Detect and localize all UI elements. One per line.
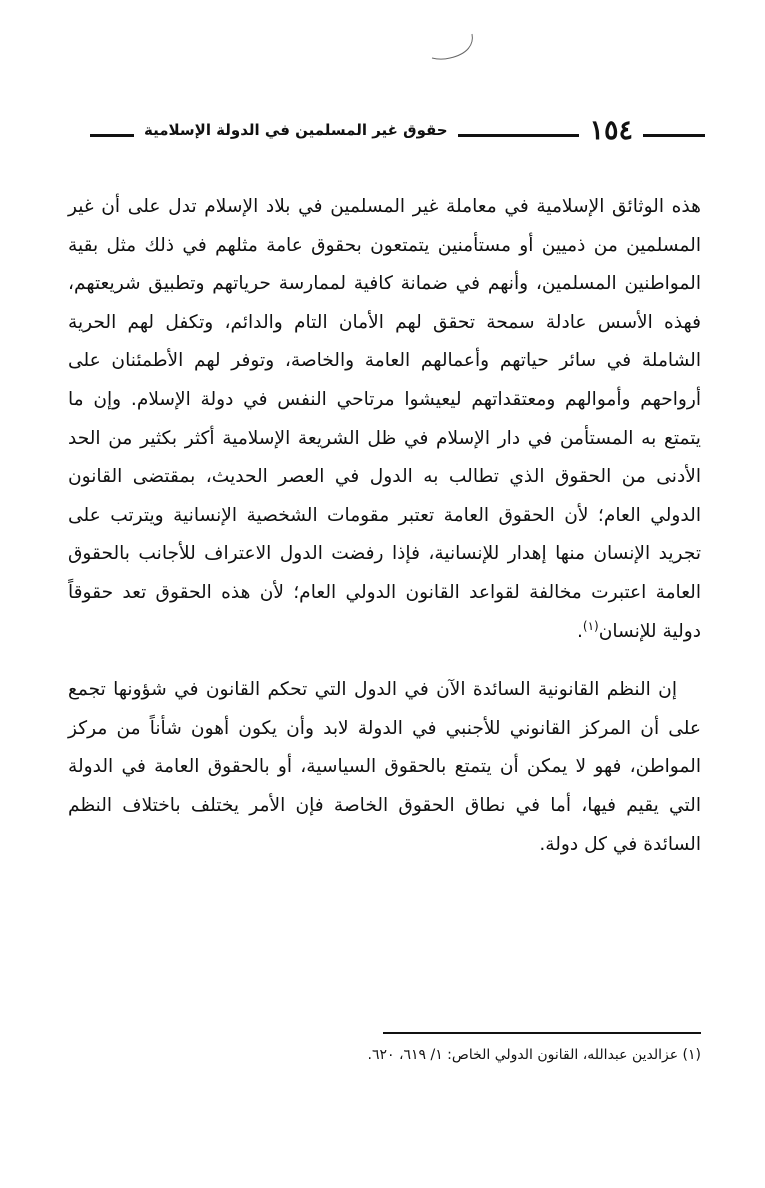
footnote-divider xyxy=(383,1032,701,1034)
running-header xyxy=(90,110,705,150)
page-number: ١٥٤ xyxy=(589,114,633,146)
footnote-1: (١) عزالدين عبدالله، القانون الدولي الخاص: ١/ ٦١٩، ٦٢٠. xyxy=(367,1047,701,1063)
paragraph-2 xyxy=(68,671,701,864)
footnotes xyxy=(68,1042,701,1068)
main-text xyxy=(68,188,701,864)
header-rule-middle xyxy=(458,134,580,137)
paragraph-1 xyxy=(68,188,701,651)
header-rule-right xyxy=(643,134,705,137)
paragraph-1-end: . xyxy=(576,620,583,642)
page-corner-mark xyxy=(428,30,488,66)
header-rule-left xyxy=(90,134,134,137)
footnote-reference: (١) xyxy=(582,618,599,633)
running-title: حقوق غير المسلمين في الدولة الإسلامية xyxy=(144,121,448,139)
paragraph-2-text: إن النظم القانونية السائدة الآن في الدول التي تحكم القانون في شؤونها تجمع على أن المركز القانوني للأجنبي في الدولة لابد وأن يكون أهون شأناً من مركز المواطن، فهو لا يمكن أن يتمتع بالحقوق السياسية، أو بالحقوق العامة في الدولة التي يقيم فيها، أما في نطاق الحقوق الخاصة فإن الأمر يختلف باختلاف النظم السائدة في كل دولة. xyxy=(68,679,701,855)
paragraph-1-text: هذه الوثائق الإسلامية في معاملة غير المسلمين في بلاد الإسلام تدل على أن غير المسلمين من ذميين أو مستأمنين يتمتعون بحقوق عامة مثلهم في ذلك مثل بقية المواطنين المسلمين، وأنهم في ضمانة كافية لممارسة حرياتهم وتطبيق شريعتهم، فهذه الأسس عادلة سمحة تحقق لهم الأمان التام والدائم، وتكفل لهم الحرية الشاملة في سائر حياتهم وأعمالهم العامة والخاصة، وتوفر لهم الأطمئنان على أرواحهم وأموالهم ومعتقداتهم ليعيشوا مرتاحي النفس في دولة الإسلام. وإن ما يتمتع به المستأمن في دار الإسلام في ظل الشريعة الإسلامية أكثر بكثير من الحد الأدنى من الحقوق الذي تطالب به الدول في العصر الحديث، بمقتضى القانون الدولي العام؛ لأن الحقوق العامة تعتبر مقومات الشخصية الإنسانية ويترتب على تجريد الإنسان منها إهدار للإنسانية، فإذا رفضت الدول الاعتراف للأجانب بالحقوق العامة اعتبرت مخالفة لقواعد القانون الدولي العام؛ لأن هذه الحقوق تعد حقوقاً دولية للإنسان xyxy=(68,196,701,642)
